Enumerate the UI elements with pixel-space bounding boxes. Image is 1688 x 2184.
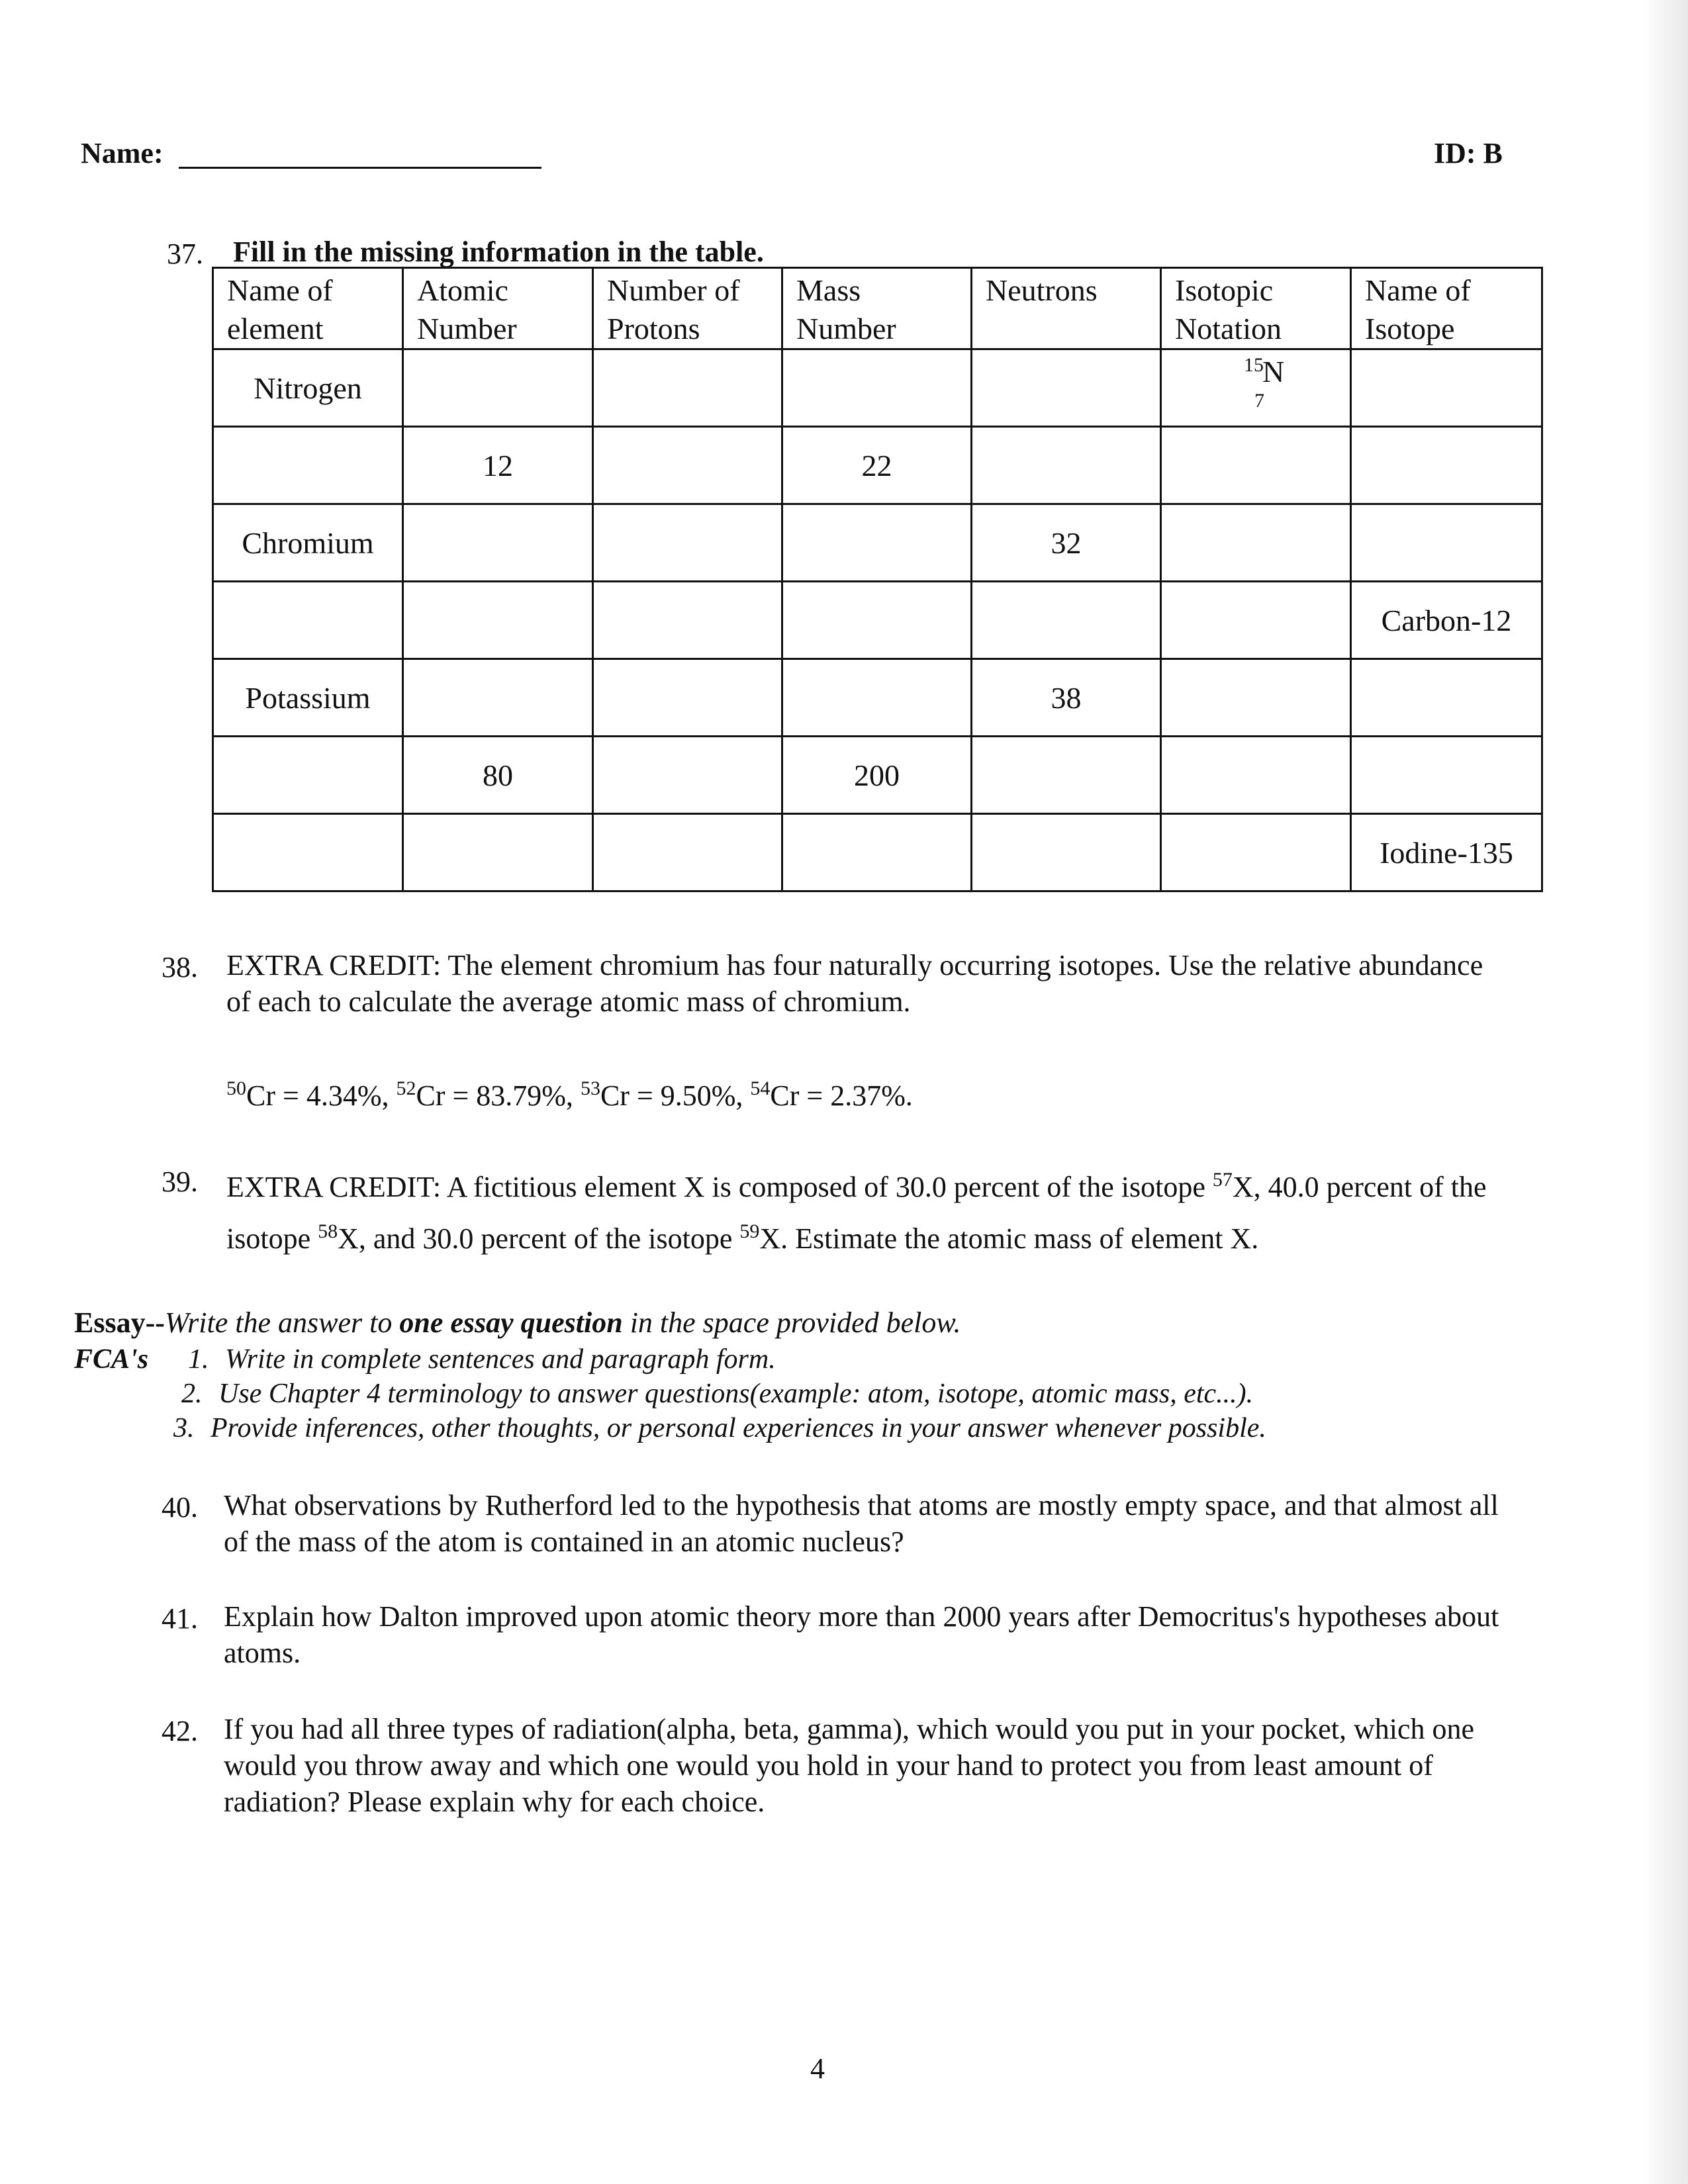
isotope-mass-superscript: 57 — [1212, 1169, 1233, 1191]
isotope-mass-superscript: 59 — [739, 1220, 760, 1242]
abundance-text: Cr = 2.37%. — [770, 1079, 913, 1112]
chromium-abundances — [226, 1070, 913, 1114]
table-row — [213, 659, 1542, 737]
protons-cell[interactable] — [593, 504, 782, 582]
abundance-text: Cr = 83.79%, — [416, 1079, 573, 1112]
isotope-table — [212, 267, 1543, 892]
question-41-line-2: atoms. — [224, 1637, 301, 1669]
fca-item-number: 2. — [181, 1379, 203, 1409]
mass-number-cell[interactable] — [782, 582, 972, 659]
element-cell[interactable]: Potassium — [213, 659, 403, 737]
table-row — [213, 504, 1542, 582]
isotope-mass-superscript: 53 — [580, 1077, 600, 1099]
isotope-name-cell[interactable] — [1351, 504, 1542, 582]
question-38-line-2: of each to calculate the average atomic mass of chromium. — [226, 985, 911, 1018]
abundance-text: Cr = 4.34%, — [246, 1079, 389, 1112]
element-cell[interactable] — [213, 427, 403, 504]
neutrons-cell[interactable] — [972, 349, 1161, 427]
neutrons-cell[interactable]: 32 — [972, 504, 1161, 582]
neutrons-cell[interactable] — [972, 582, 1161, 659]
fca-item-text: Use Chapter 4 terminology to answer questions(example: atom, isotope, atomic mass, etc...). — [218, 1379, 1254, 1409]
abundance-text: Cr = 9.50%, — [600, 1079, 743, 1112]
isotope-mass-superscript: 50 — [226, 1077, 246, 1099]
column-header: Isotopic Notation — [1161, 268, 1351, 349]
protons-cell[interactable] — [593, 737, 782, 814]
essay-instruction-text: Write the answer to — [164, 1306, 400, 1339]
element-cell[interactable] — [213, 737, 403, 814]
column-header: Mass Number — [782, 268, 972, 349]
question-39-line-2 — [226, 1213, 1258, 1257]
fca-item-number: 1. — [188, 1344, 209, 1375]
page-number: 4 — [810, 2052, 825, 2085]
protons-cell[interactable] — [593, 349, 782, 427]
atomic-number-cell[interactable]: 12 — [403, 427, 593, 504]
column-header: Number of Protons — [593, 268, 782, 349]
neutrons-cell[interactable]: 38 — [972, 659, 1161, 737]
atomic-number-cell[interactable] — [403, 582, 593, 659]
q39-text: X, and 30.0 percent of the isotope — [338, 1222, 740, 1255]
mass-number-cell[interactable]: 22 — [782, 427, 972, 504]
isotopic-notation — [1216, 351, 1295, 418]
table-row — [213, 814, 1542, 891]
question-42-line-1: If you had all three types of radiation(alpha, beta, gamma), which would you put in your pocket, which one — [224, 1713, 1475, 1745]
isotopic-notation-cell[interactable] — [1161, 427, 1351, 504]
table-row — [213, 427, 1542, 504]
atomic-number-cell[interactable] — [403, 349, 593, 427]
fca-item-number: 3. — [173, 1413, 195, 1443]
protons-cell[interactable] — [593, 582, 782, 659]
table-header-row — [213, 268, 1542, 349]
question-40-line-2: of the mass of the atom is contained in an atomic nucleus? — [224, 1525, 904, 1558]
isotope-mass-superscript: 54 — [750, 1077, 771, 1099]
fca-item-text: Write in complete sentences and paragraph form. — [225, 1344, 776, 1375]
name-label: Name: — [81, 137, 164, 169]
mass-number-cell[interactable]: 200 — [782, 737, 972, 814]
table-row — [213, 349, 1542, 427]
question-40-line-1: What observations by Rutherford led to the hypothesis that atoms are mostly empty space, and that almost all — [224, 1489, 1499, 1522]
mass-number-cell[interactable] — [782, 659, 972, 737]
table-row — [213, 737, 1542, 814]
isotopic-notation-cell[interactable] — [1161, 349, 1351, 427]
neutrons-cell[interactable] — [972, 737, 1161, 814]
scan-edge-shadow — [1642, 0, 1688, 2184]
mass-number-cell[interactable] — [782, 814, 972, 891]
neutrons-cell[interactable] — [972, 814, 1161, 891]
isotopic-notation-cell[interactable] — [1161, 659, 1351, 737]
column-header: Neutrons — [972, 268, 1161, 349]
protons-cell[interactable] — [593, 814, 782, 891]
isotope-mass-superscript: 58 — [318, 1220, 338, 1242]
table-row — [213, 582, 1542, 659]
neutrons-cell[interactable] — [972, 427, 1161, 504]
protons-cell[interactable] — [593, 427, 782, 504]
essay-instruction-emphasis: one essay question — [399, 1306, 623, 1339]
question-37-prompt: Fill in the missing information in the table. — [233, 236, 764, 268]
mass-number-cell[interactable] — [782, 504, 972, 582]
essay-instructions — [74, 1305, 961, 1341]
fca-item-text: Provide inferences, other thoughts, or personal experiences in your answer whenever possible. — [211, 1413, 1266, 1443]
question-38-number: 38. — [162, 951, 198, 983]
element-cell[interactable] — [213, 814, 403, 891]
q39-text: isotope — [226, 1222, 318, 1255]
atomic-number-cell[interactable] — [403, 814, 593, 891]
question-38-line-1: EXTRA CREDIT: The element chromium has four naturally occurring isotopes. Use the relative abundance — [226, 949, 1483, 981]
question-41-number: 41. — [162, 1602, 198, 1635]
question-42-line-3: radiation? Please explain why for each choice. — [224, 1786, 765, 1818]
fca-label: FCA's — [74, 1344, 149, 1375]
isotope-name-cell[interactable] — [1351, 349, 1542, 427]
isotopic-notation-cell[interactable] — [1161, 814, 1351, 891]
isotopic-notation-cell[interactable] — [1161, 737, 1351, 814]
column-header: Name of element — [213, 268, 403, 349]
element-cell[interactable]: Chromium — [213, 504, 403, 582]
notation-mass-number: 15 — [1244, 353, 1264, 376]
isotopic-notation-cell[interactable] — [1161, 504, 1351, 582]
isotope-name-cell[interactable] — [1351, 427, 1542, 504]
isotopic-notation-cell[interactable] — [1161, 582, 1351, 659]
question-39-number: 39. — [162, 1165, 198, 1198]
element-cell[interactable]: Nitrogen — [213, 349, 403, 427]
atomic-number-cell[interactable] — [403, 504, 593, 582]
q39-text: EXTRA CREDIT: A fictitious element X is composed of 30.0 percent of the isotope — [226, 1171, 1213, 1203]
element-cell[interactable] — [213, 582, 403, 659]
question-42-number: 42. — [162, 1715, 198, 1747]
column-header: Atomic Number — [403, 268, 593, 349]
notation-symbol: N — [1262, 354, 1285, 388]
isotope-name-cell[interactable]: Iodine-135 — [1351, 814, 1542, 891]
question-37-number: 37. — [167, 238, 203, 270]
q39-text: X, 40.0 percent of the — [1232, 1171, 1487, 1203]
isotope-mass-superscript: 52 — [396, 1077, 416, 1099]
atomic-number-cell[interactable]: 80 — [403, 737, 593, 814]
notation-atomic-number: 7 — [1254, 389, 1264, 412]
column-header: Name of Isotope — [1351, 268, 1542, 349]
isotope-name-cell[interactable] — [1351, 659, 1542, 737]
essay-instruction-text: in the space provided below. — [622, 1306, 961, 1339]
isotope-name-cell[interactable] — [1351, 737, 1542, 814]
q39-text: X. Estimate the atomic mass of element X. — [759, 1222, 1259, 1255]
mass-number-cell[interactable] — [782, 349, 972, 427]
essay-label: Essay-- — [74, 1306, 165, 1339]
name-blank-line[interactable] — [179, 167, 541, 169]
question-42-line-2: would you throw away and which one would you hold in your hand to protect you from least amount of — [224, 1749, 1433, 1782]
question-39-line-1 — [226, 1161, 1487, 1205]
question-41-line-1: Explain how Dalton improved upon atomic theory more than 2000 years after Democritus's hypotheses about — [224, 1600, 1499, 1633]
id-label: ID: B — [1434, 137, 1503, 169]
isotope-name-cell[interactable]: Carbon-12 — [1351, 582, 1542, 659]
atomic-number-cell[interactable] — [403, 659, 593, 737]
question-40-number: 40. — [162, 1491, 198, 1524]
protons-cell[interactable] — [593, 659, 782, 737]
